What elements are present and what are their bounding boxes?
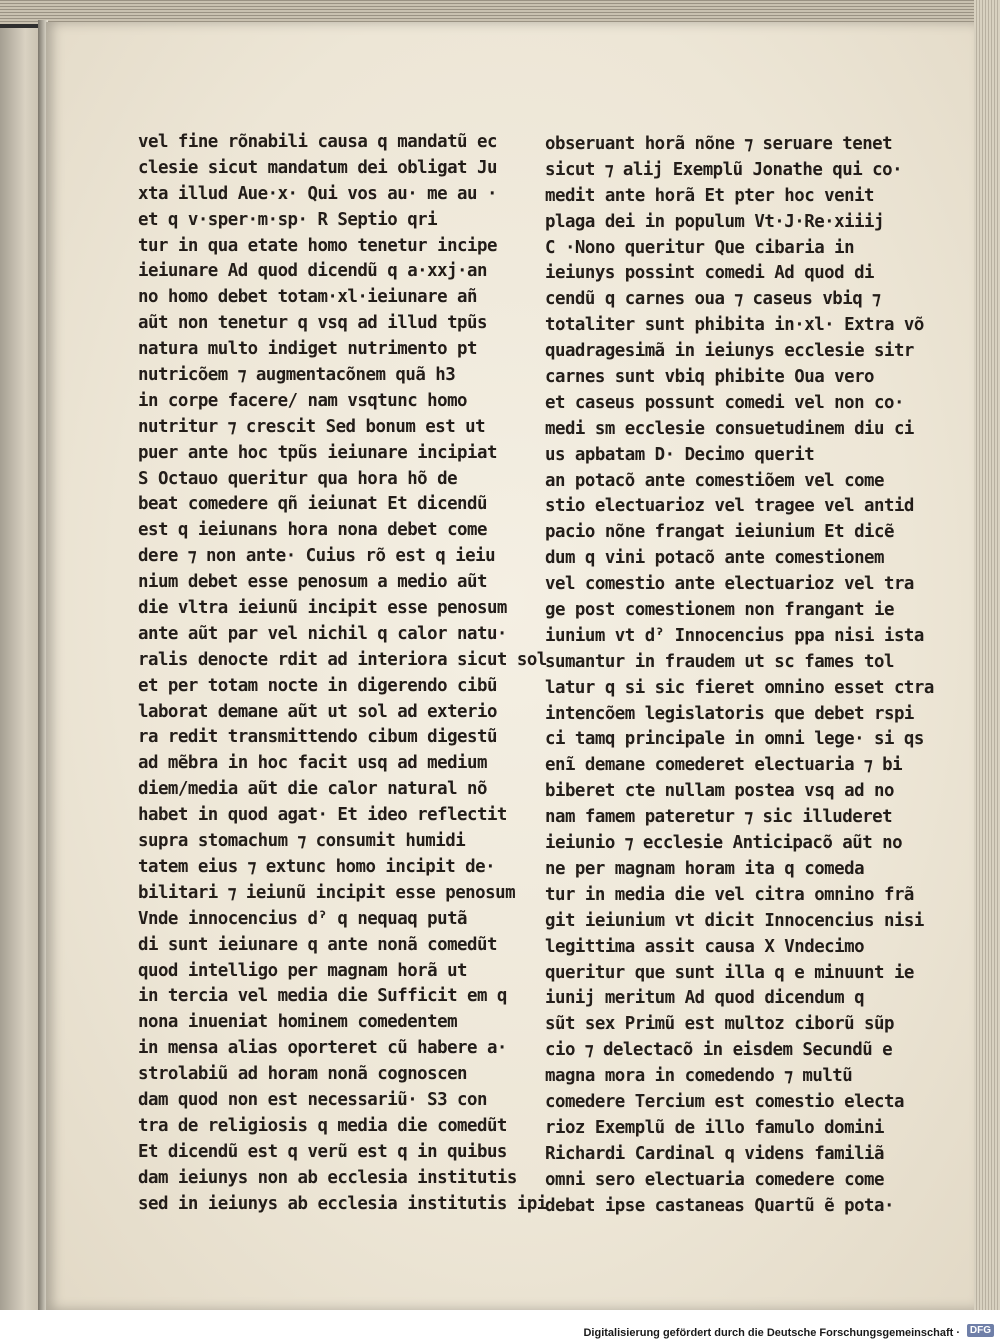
text-line: ge post comestionem non frangant ie xyxy=(545,600,894,621)
text-line: sumantur in fraudem ut sc fames tol xyxy=(545,651,894,672)
text-line: cendũ q carnes oua ⁊ caseus vbiq ⁊ xyxy=(545,289,881,310)
text-line: tur in media die vel citra omnino frã xyxy=(545,884,914,905)
text-line: vel fine rõnabili causa q mandatũ ec xyxy=(138,132,497,152)
text-line: ieiunio ⁊ ecclesie Anticipacõ aũt no xyxy=(545,833,903,854)
text-line: ci tamq principale in omni lege· si qs xyxy=(545,729,924,750)
text-line: supra stomachum ⁊ consumit humidi xyxy=(138,831,466,852)
text-line: iunium vt dˀ Innocencius ppa nisi ista xyxy=(545,625,924,646)
text-line: habet in quod agat· Et ideo reflectit xyxy=(138,805,507,826)
text-line: nutricõem ⁊ augmentacõnem quã h3 xyxy=(138,365,456,386)
text-line: tra de religiosis q media die comedũt xyxy=(138,1115,507,1136)
text-line: ieiunys possint comedi Ad quod di xyxy=(545,263,875,284)
text-line: pacio nõne frangat ieiunium Et dicẽ xyxy=(545,522,894,543)
text-line: puer ante hoc tpũs ieiunare incipiat xyxy=(138,442,497,463)
text-line: intencõem legislatoris que debet rspi xyxy=(545,703,914,724)
text-line: di sunt ieiunare q ante nonã comedũt xyxy=(138,934,497,955)
text-line: Et dicendũ est q verũ est q in quibus xyxy=(138,1141,507,1162)
text-line: tatem eius ⁊ extunc homo incipit de· xyxy=(138,856,496,877)
text-line: iunij meritum Ad quod dicendum q xyxy=(545,988,865,1009)
text-line: magna mora in comedendo ⁊ multũ xyxy=(545,1066,853,1087)
text-line: ante aũt par vel nichil q calor natu· xyxy=(138,623,507,644)
text-line: vel comestio ante electuarioz vel tra xyxy=(545,574,914,595)
text-line: et caseus possunt comedi vel non co· xyxy=(545,392,904,413)
text-line: die vltra ieiunũ incipit esse penosum xyxy=(138,598,507,619)
text-line: cio ⁊ delectacõ in eisdem Secundũ e xyxy=(545,1040,893,1061)
text-line: laborat demane aũt ut sol ad exterio xyxy=(138,701,497,722)
text-line: sicut ⁊ alij Exemplũ Jonathe qui co· xyxy=(545,159,903,180)
text-line: us apbatam D· Decimo querit xyxy=(545,444,815,465)
text-line: dum q vini potacõ ante comestionem xyxy=(545,548,884,569)
text-line: et per totam nocte in digerendo cibũ xyxy=(138,675,497,696)
text-line: sũt sex Primũ est multoz ciborũ sũp xyxy=(545,1014,894,1035)
text-line: an potacõ ante comestiõem vel come xyxy=(545,470,884,491)
text-line: no homo debet totam·xl·ieiunare añ xyxy=(138,287,477,308)
text-line: in tercia vel media die Sufficit em q xyxy=(138,986,507,1007)
text-line: sed in ieiunys ab ecclesia institutis ipi xyxy=(138,1193,547,1214)
text-line: est q ieiunans hora nona debet come xyxy=(138,520,487,541)
text-line: stio electuarioz vel tragee vel antid xyxy=(545,496,914,517)
text-line: quod intelligo per magnam horã ut xyxy=(138,960,468,981)
text-line: tur in qua etate homo tenetur incipe xyxy=(138,235,497,256)
text-line: dam ieiunys non ab ecclesia institutis xyxy=(138,1167,517,1188)
text-line: latur q si sic fieret omnino esset ctra xyxy=(545,677,934,698)
text-line: dere ⁊ non ante· Cuius rõ est q ieiu xyxy=(138,546,496,567)
text-line: aũt non tenetur q vsq ad illud tpũs xyxy=(138,313,487,334)
footer-credit: Digitalisierung gefördert durch die Deutsche Forschungsgemeinschaft · xyxy=(583,1327,960,1339)
text-line: omni sero electuaria comedere come xyxy=(545,1169,884,1190)
text-line: queritur que sunt illa q e minuunt ie xyxy=(545,962,914,983)
text-line: bilitari ⁊ ieiunũ incipit esse penosum xyxy=(138,882,516,903)
page-stack-right xyxy=(974,0,1000,1310)
text-line: nium debet esse penosum a medio aũt xyxy=(138,572,487,593)
text-column-left xyxy=(138,130,547,1217)
text-line: comedere Tercium est comestio electa xyxy=(545,1091,904,1112)
text-line: debat ipse castaneas Quartũ ẽ pota· xyxy=(545,1195,894,1216)
text-line: nam famem pateretur ⁊ sic illuderet xyxy=(545,807,893,828)
text-line: quadragesimã in ieiunys ecclesie sitr xyxy=(545,341,914,362)
dfg-logo-icon: DFG xyxy=(967,1324,994,1337)
text-line: dam quod non est necessariũ· S3 con xyxy=(138,1089,487,1110)
text-line: nona inueniat hominem comedentem xyxy=(138,1012,458,1033)
text-line: xta illud Aue·x· Qui vos au· me au · xyxy=(138,183,497,204)
text-line: ra redit transmittendo cibum digestũ xyxy=(138,727,497,748)
text-line: Vnde innocencius dˀ q nequaq putã xyxy=(138,908,468,929)
text-line: medit ante horã Et pter hoc venit xyxy=(545,185,875,206)
text-line: ralis denocte rdit ad interiora sicut sol xyxy=(138,649,547,670)
text-line: S Octauo queritur qua hora hõ de xyxy=(138,468,458,489)
text-line: carnes sunt vbiq phibite Oua vero xyxy=(545,367,875,388)
text-line: natura multo indiget nutrimento pt xyxy=(138,339,477,360)
text-line: git ieiunium vt dicit Innocencius nisi xyxy=(545,910,924,931)
text-column-right xyxy=(545,132,934,1219)
text-line: medi sm ecclesie consuetudinem diu ci xyxy=(545,418,914,439)
page-stack-top xyxy=(0,0,1000,24)
text-line: totaliter sunt phibita in·xl· Extra võ xyxy=(545,315,924,336)
text-line: Richardi Cardinal q videns familiã xyxy=(545,1143,884,1164)
text-line: in corpe facere/ nam vsqtunc homo xyxy=(138,390,468,411)
facing-page-edge xyxy=(0,28,42,1310)
text-line: enĩ demane comederet electuaria ⁊ bi xyxy=(545,755,903,776)
text-line: clesie sicut mandatum dei obligat Ju xyxy=(138,157,497,178)
text-line: in mensa alias oporteret cũ habere a· xyxy=(138,1038,507,1059)
text-line: plaga dei in populum Vt·J·Re·xiiij xyxy=(545,211,884,232)
text-line: beat comedere qñ ieiunat Et dicendũ xyxy=(138,494,487,515)
text-line: ne per magnam horam ita q comeda xyxy=(545,858,865,879)
text-line: ad mẽbra in hoc facit usq ad medium xyxy=(138,753,487,774)
text-line: rioz Exemplũ de illo famulo domini xyxy=(545,1117,884,1138)
text-line: C ·Nono queritur Que cibaria in xyxy=(545,237,855,258)
text-line: legittima assit causa X Vndecimo xyxy=(545,936,865,957)
text-line: et q v·sper·m·sp· R Septio qri xyxy=(138,209,438,230)
text-line: strolabiũ ad horam nonã cognoscen xyxy=(138,1064,468,1085)
footer-bar xyxy=(0,1310,1000,1343)
text-line: ieiunare Ad quod dicendũ q a·xxj·an xyxy=(138,261,487,282)
text-line: diem/media aũt die calor natural nõ xyxy=(138,779,487,800)
text-line: biberet cte nullam postea vsq ad no xyxy=(545,781,894,802)
text-line: obseruant horã nõne ⁊ seruare tenet xyxy=(545,134,893,154)
text-line: nutritur ⁊ crescit Sed bonum est ut xyxy=(138,416,486,437)
